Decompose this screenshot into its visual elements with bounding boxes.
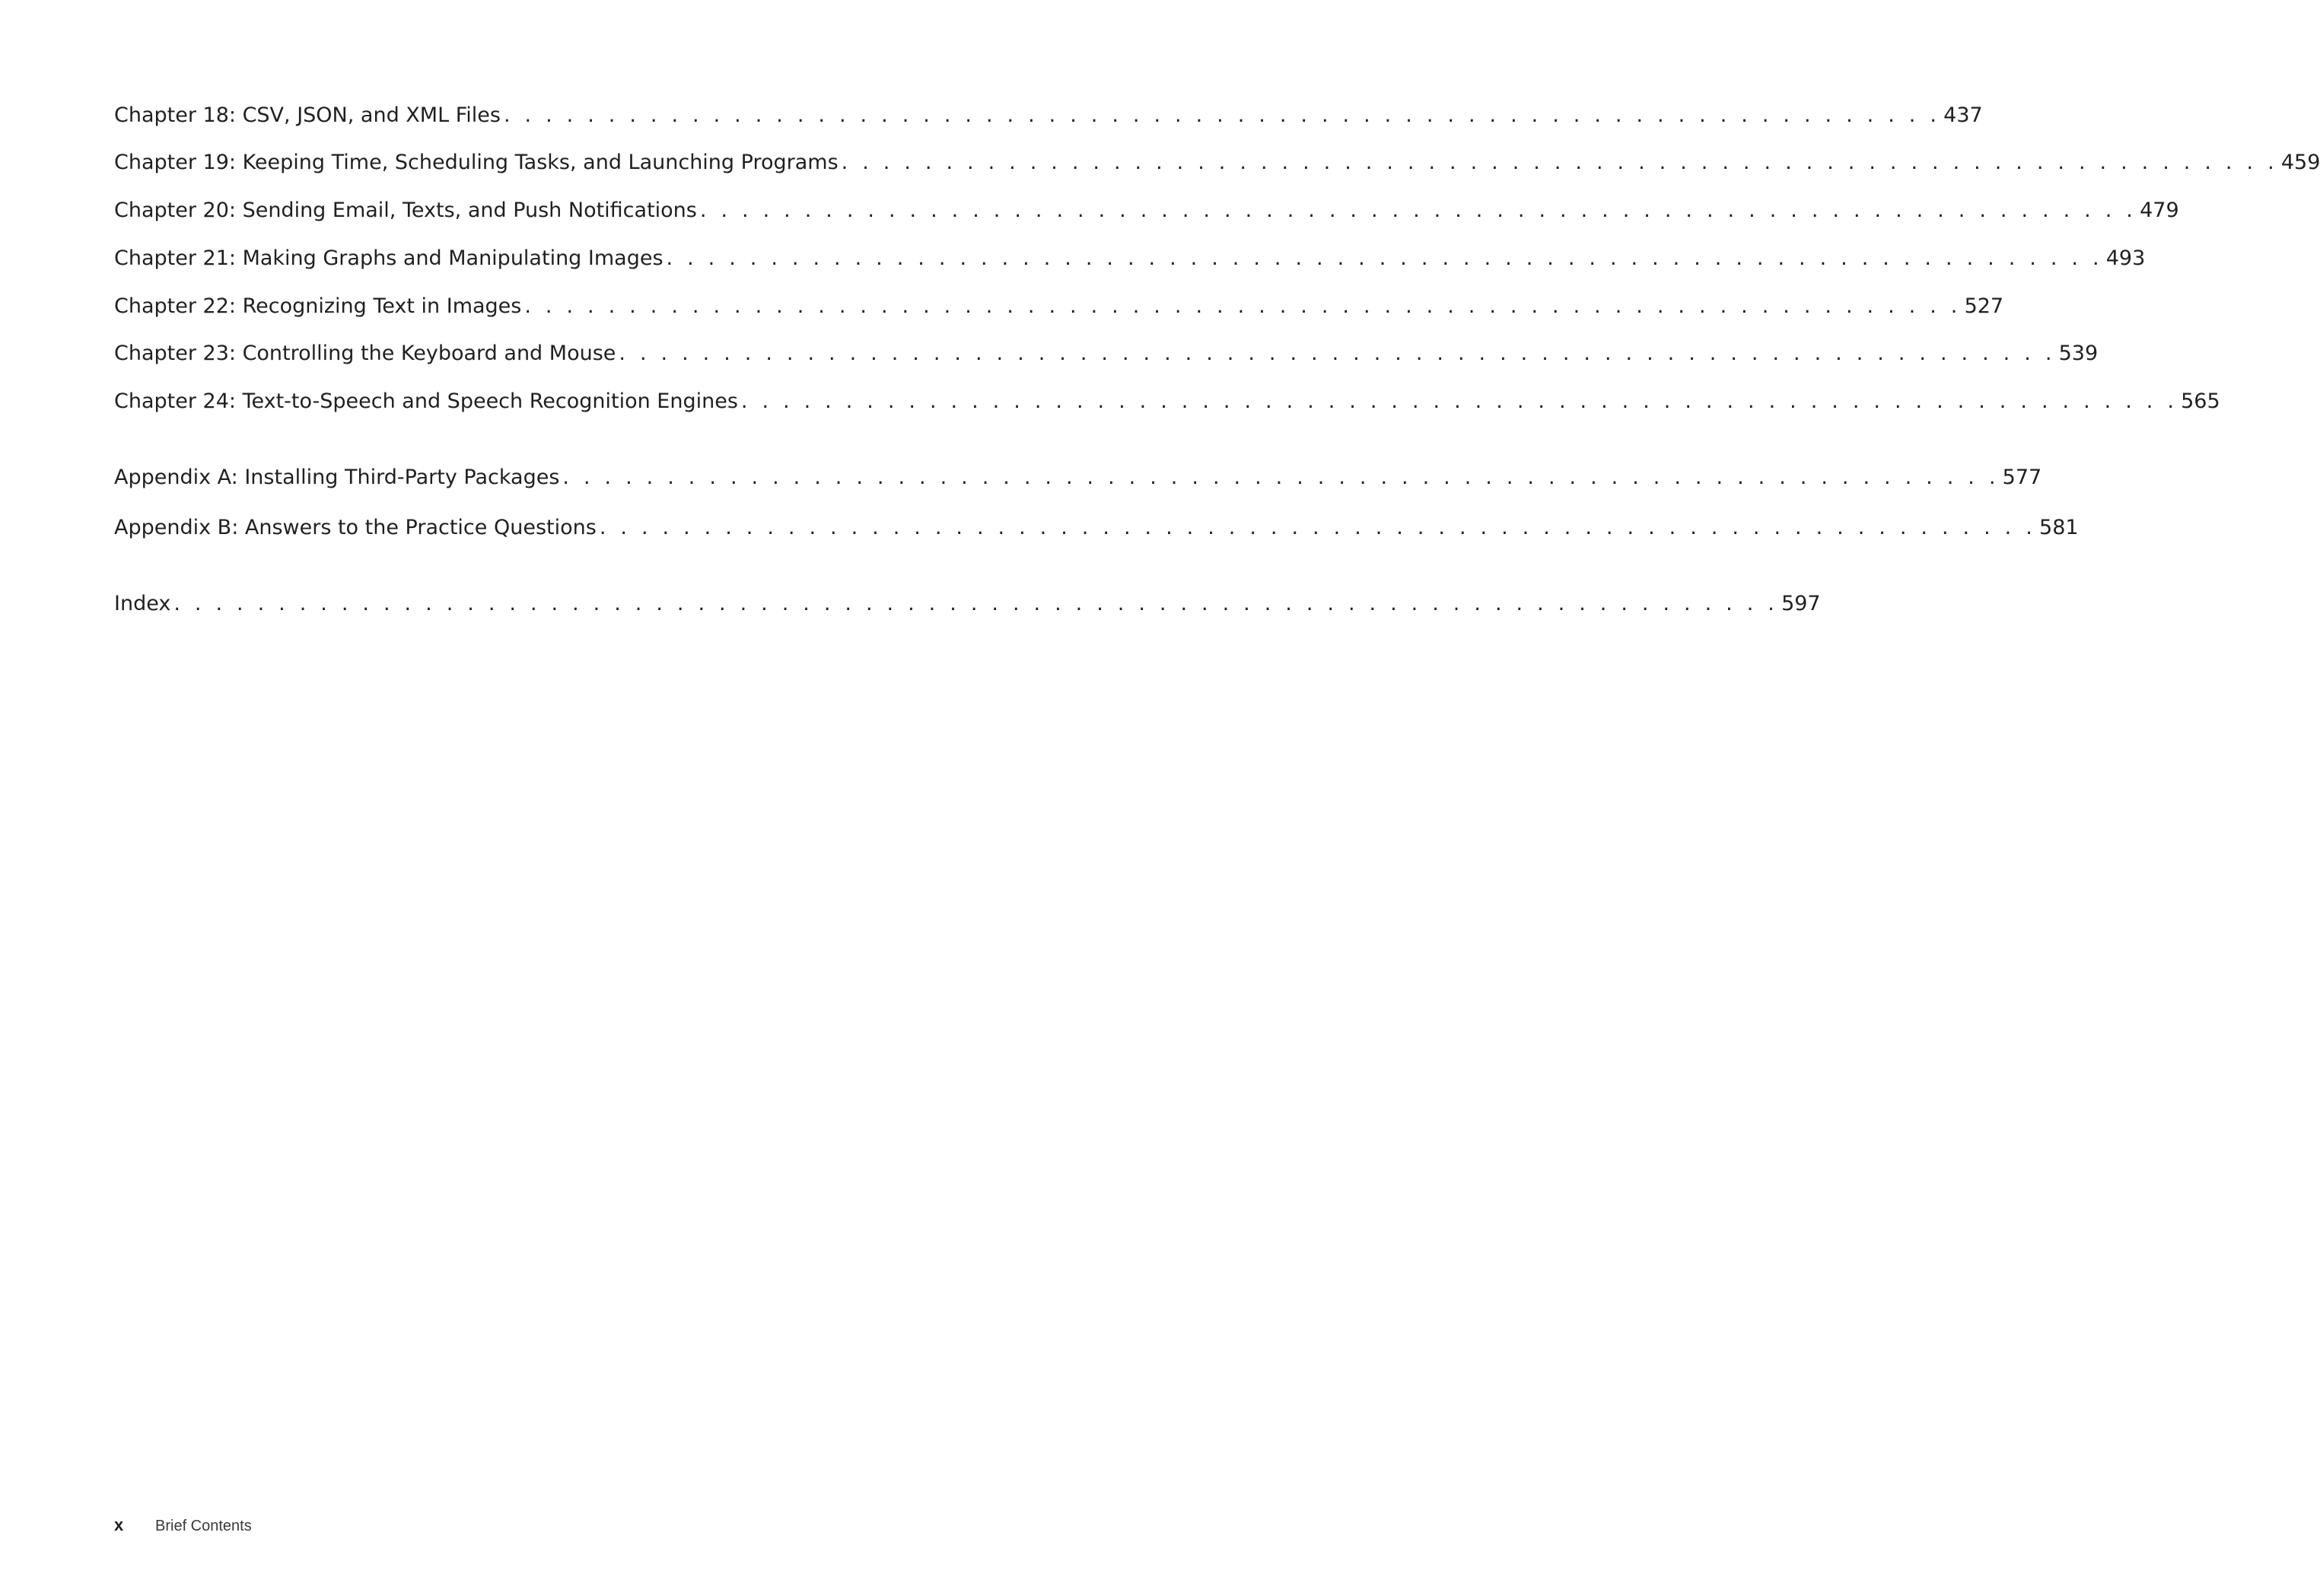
toc-entry-label: Chapter 24: Text-to-Speech and Speech Recognition Engines xyxy=(114,389,738,413)
toc-entry-page: 577 xyxy=(2002,466,2042,489)
dot-leader: . . . . . . . . . . . . . . . . . . . . . . . . . . . . . . . . . . . . . . . . . . . . . . . . . . . . . . . . . . . . . . . . . . . . . xyxy=(524,294,1962,318)
toc-entry-page: 539 xyxy=(2058,342,2099,365)
toc-entry-page: 437 xyxy=(1943,103,1983,127)
toc-entry-label: Chapter 18: CSV, JSON, and XML Files xyxy=(114,103,501,127)
dot-leader: . . . . . . . . . . . . . . . . . . . . . . . . . . . . . . . . . . . . . . . . . . . . . . . . . . . . . . . . . . . . . . . . . . . . . xyxy=(503,103,1941,127)
dot-leader: . . . . . . . . . . . . . . . . . . . . . . . . . . . . . . . . . . . . . . . . . . . . . . . . . . . . . . . . . . . . . . . . . . . . . xyxy=(619,342,2056,365)
toc-entry-label: Chapter 23: Controlling the Keyboard and Mouse xyxy=(114,342,616,365)
footer-page-number: x xyxy=(114,1515,124,1534)
toc-entry-page: 597 xyxy=(1781,592,1821,615)
dot-leader: . . . . . . . . . . . . . . . . . . . . . . . . . . . . . . . . . . . . . . . . . . . . . . . . . . . . . . . . . . . . . . . . . . . . . xyxy=(740,389,2178,413)
dot-leader: . . . . . . . . . . . . . . . . . . . . . . . . . . . . . . . . . . . . . . . . . . . . . . . . . . . . . . . . . . . . . . . . . . . . . xyxy=(599,516,2037,539)
page-footer xyxy=(114,1515,252,1535)
toc-entry-page: 565 xyxy=(2181,389,2220,413)
toc-entry-appendix-b[interactable] xyxy=(114,514,2079,542)
dot-leader: . . . . . . . . . . . . . . . . . . . . . . . . . . . . . . . . . . . . . . . . . . . . . . . . . . . . . . . . . . . . . . . . . . . . . xyxy=(666,246,2103,270)
toc-entry-index[interactable] xyxy=(114,590,1821,618)
toc-entry-appendix-a[interactable] xyxy=(114,464,2042,491)
dot-leader: . . . . . . . . . . . . . . . . . . . . . . . . . . . . . . . . . . . . . . . . . . . . . . . . . . . . . . . . . . . . . . . . . . . . . xyxy=(562,466,2000,489)
dot-leader: . . . . . . . . . . . . . . . . . . . . . . . . . . . . . . . . . . . . . . . . . . . . . . . . . . . . . . . . . . . . . . . . . . . . . xyxy=(699,199,2137,222)
toc-entry-label: Chapter 22: Recognizing Text in Images xyxy=(114,294,522,318)
table-of-contents xyxy=(114,102,2320,618)
toc-entry-chapter-20[interactable] xyxy=(114,197,2179,224)
toc-entry-page: 527 xyxy=(1964,294,2004,318)
toc-entry-label: Chapter 21: Making Graphs and Manipulating Images xyxy=(114,246,664,270)
toc-entry-label: Chapter 20: Sending Email, Texts, and Push Notifications xyxy=(114,199,697,222)
toc-entry-page: 479 xyxy=(2140,199,2179,222)
footer-section-title: Brief Contents xyxy=(155,1518,252,1534)
toc-entry-chapter-22[interactable] xyxy=(114,293,2004,320)
toc-entry-chapter-23[interactable] xyxy=(114,340,2099,367)
toc-entry-chapter-24[interactable] xyxy=(114,388,2220,415)
toc-entry-label: Index xyxy=(114,592,171,615)
toc-entry-label: Chapter 19: Keeping Time, Scheduling Tasks, and Launching Programs xyxy=(114,151,839,174)
toc-entry-page: 493 xyxy=(2105,246,2146,270)
toc-entry-page: 581 xyxy=(2039,516,2079,539)
dot-leader: . . . . . . . . . . . . . . . . . . . . . . . . . . . . . . . . . . . . . . . . . . . . . . . . . . . . . . . . . . . . . . . . . . . . . xyxy=(841,151,2278,174)
toc-entry-label: Appendix B: Answers to the Practice Questions xyxy=(114,516,597,539)
toc-entry-chapter-19[interactable] xyxy=(114,149,2320,176)
toc-entry-chapter-21[interactable] xyxy=(114,245,2146,272)
toc-entry-page: 459 xyxy=(2280,151,2320,174)
dot-leader: . . . . . . . . . . . . . . . . . . . . . . . . . . . . . . . . . . . . . . . . . . . . . . . . . . . . . . . . . . . . . . . . . . . . . . . . . . . . . xyxy=(173,592,1779,615)
toc-entry-chapter-18[interactable] xyxy=(114,102,1983,129)
toc-entry-label: Appendix A: Installing Third-Party Packages xyxy=(114,466,560,489)
